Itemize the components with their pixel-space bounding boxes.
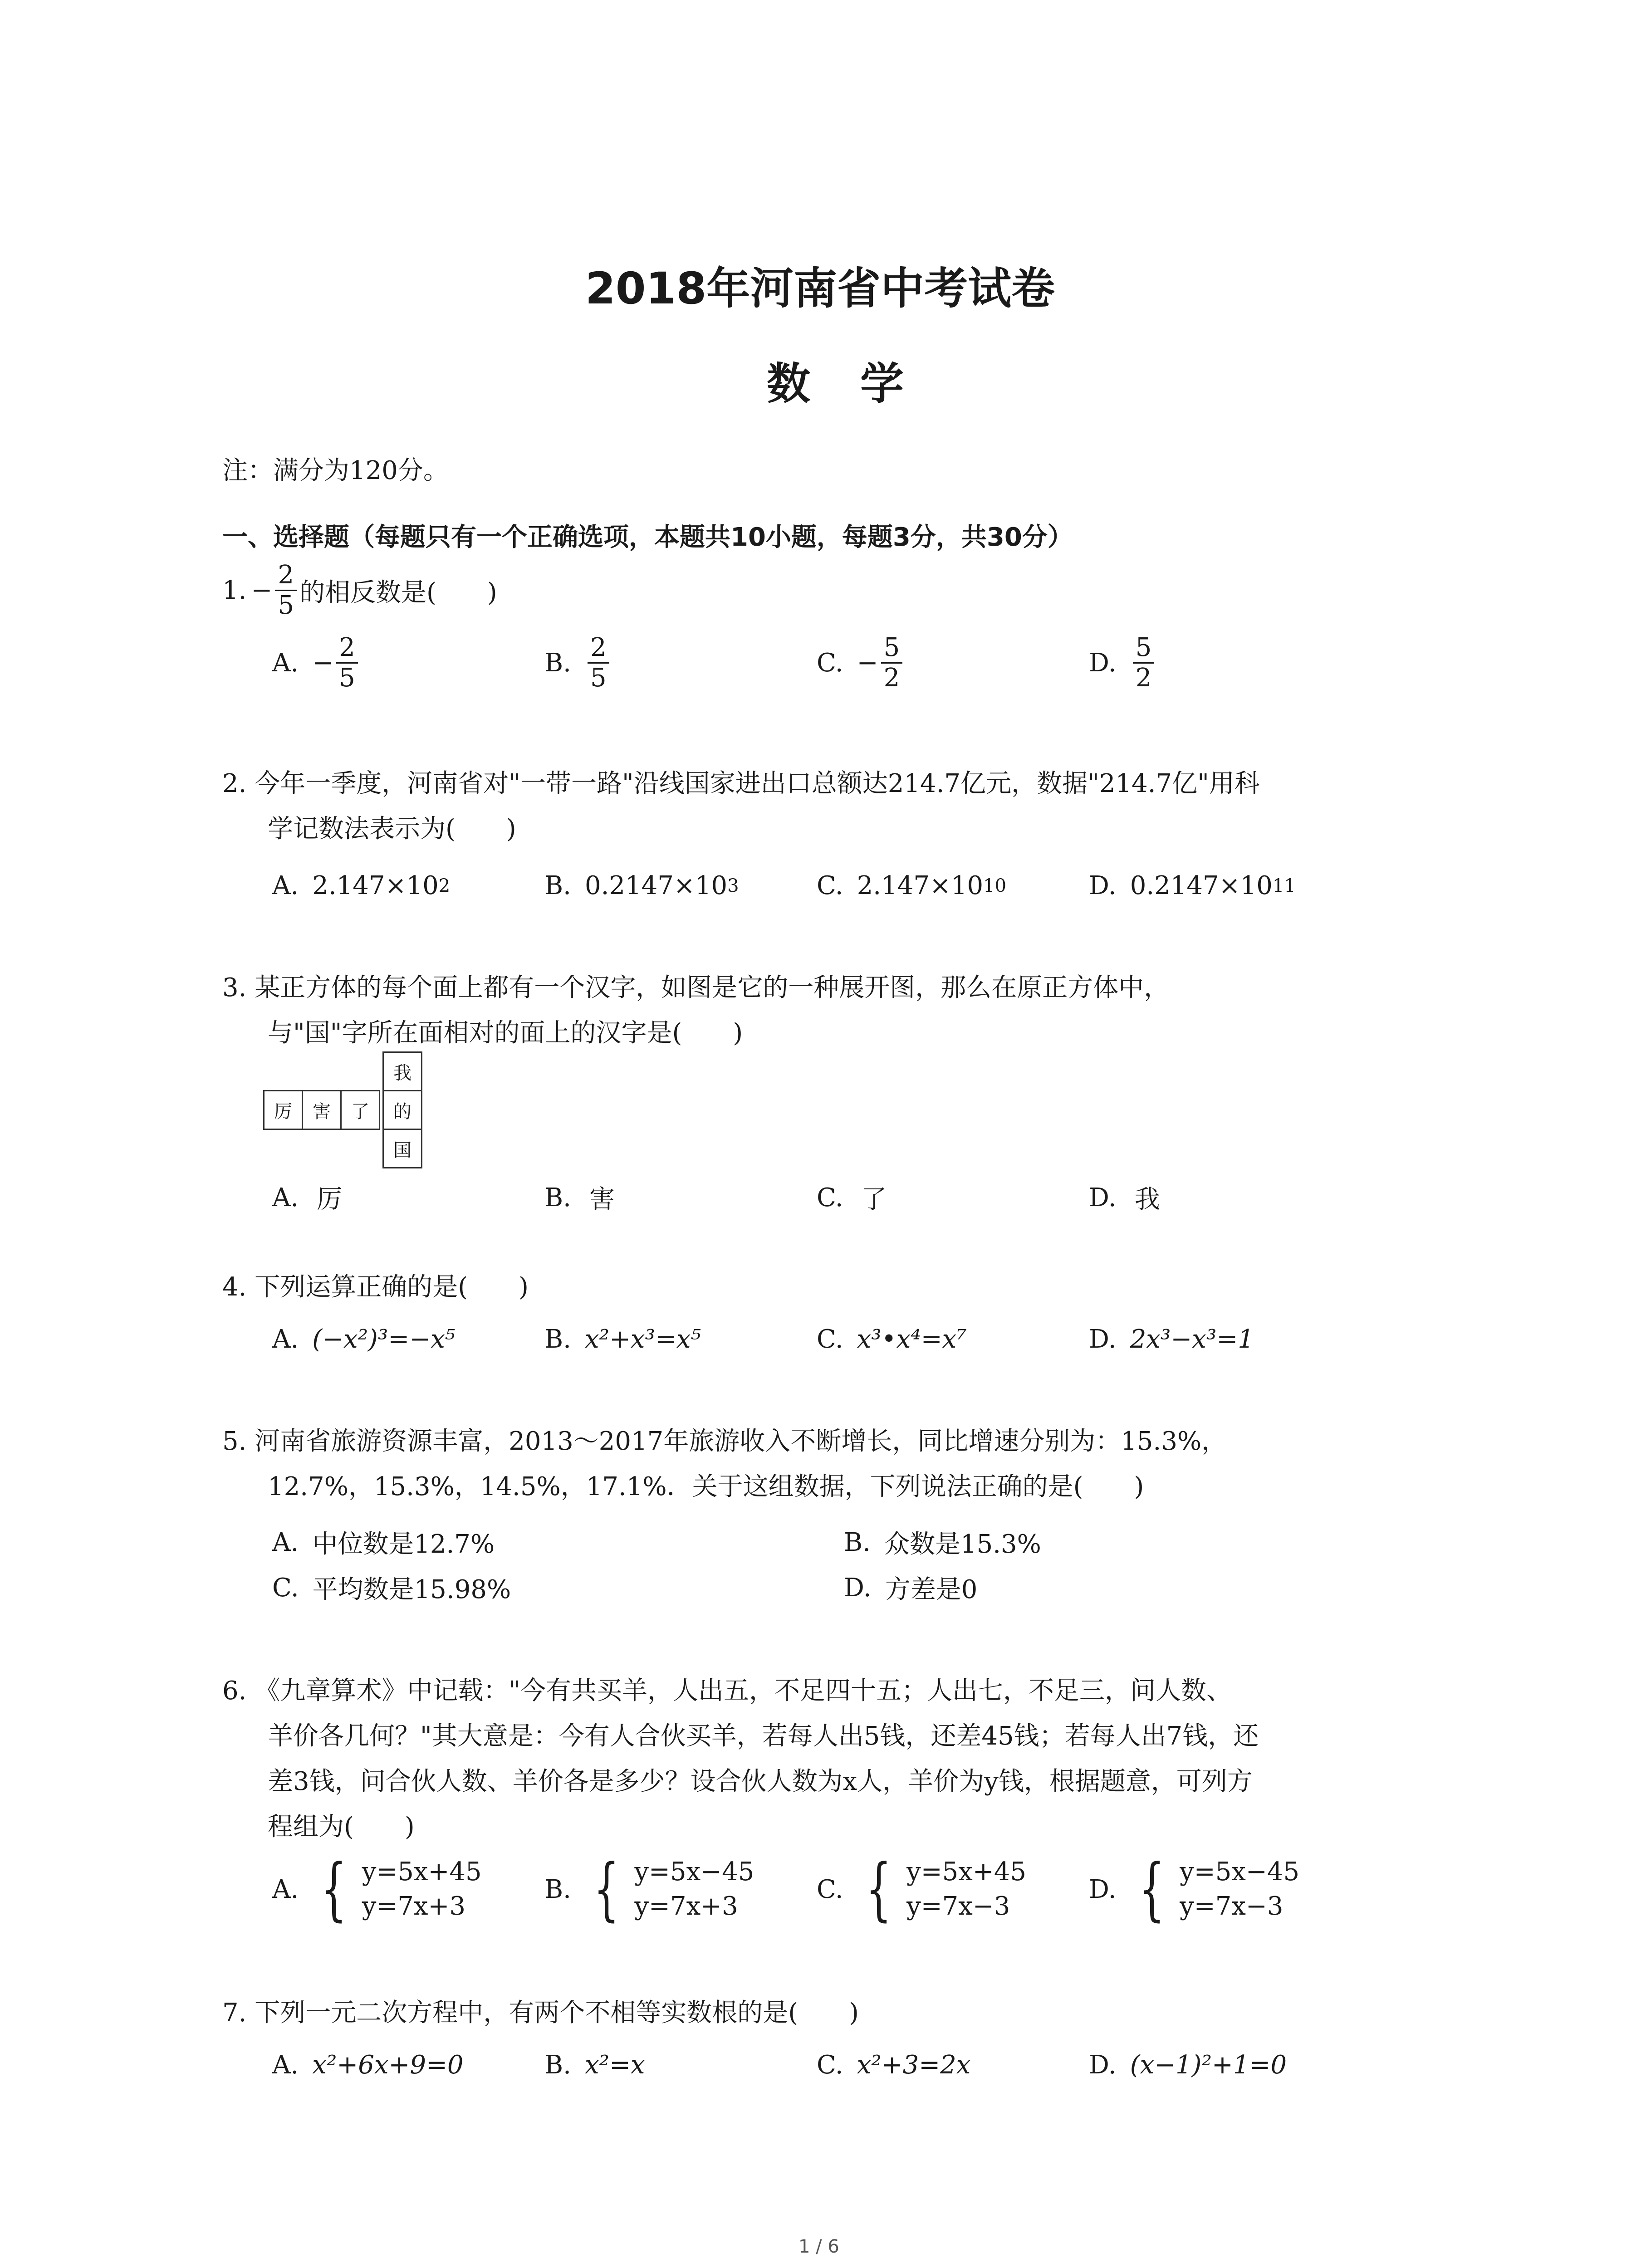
fraction xyxy=(881,635,903,691)
equation: y=5x+45 xyxy=(906,1857,1027,1887)
option-a xyxy=(272,1524,495,1560)
section-heading: 一、选择题（每题只有一个正确选项，本题共10小题，每题3分，共30分） xyxy=(222,523,1073,552)
option-b xyxy=(544,1850,754,1929)
fraction xyxy=(1133,635,1155,691)
option-a xyxy=(272,1179,342,1216)
exponent: 3 xyxy=(727,875,739,896)
option-value: x²+6x+9=0 xyxy=(312,2050,464,2080)
option-value: (−x²)³=−x⁵ xyxy=(312,1325,456,1354)
option-label: B. xyxy=(544,648,571,678)
option-label: C. xyxy=(817,871,843,900)
option-value: x²=x xyxy=(584,2050,645,2080)
equation: y=5x+45 xyxy=(362,1857,482,1887)
equation: y=5x−45 xyxy=(634,1857,754,1887)
option-c xyxy=(817,1850,1027,1929)
option-value: 害 xyxy=(589,1185,615,1214)
option-label: C. xyxy=(817,1874,843,1904)
question-7-line-1: 7. 下列一元二次方程中，有两个不相等实数根的是( ) xyxy=(222,1998,859,2028)
option-d xyxy=(1089,1325,1254,1354)
numerator: 2 xyxy=(336,635,358,664)
net-cell: 的 xyxy=(382,1090,422,1130)
denominator: 5 xyxy=(590,663,607,693)
exponent: 10 xyxy=(983,875,1007,896)
option-value: 0.2147×10 xyxy=(584,871,728,900)
option-c xyxy=(817,2050,970,2080)
option-label: A. xyxy=(272,1874,299,1904)
exponent: 11 xyxy=(1272,875,1296,896)
fraction xyxy=(275,562,297,618)
minus-sign: − xyxy=(312,648,334,678)
equation: y=5x−45 xyxy=(1180,1857,1300,1887)
option-label: D. xyxy=(1089,871,1117,900)
numerator: 5 xyxy=(881,635,903,664)
option-c xyxy=(817,871,1006,900)
option-b xyxy=(844,1524,1041,1560)
option-label: D. xyxy=(844,1573,872,1603)
option-value: 2.147×10 xyxy=(857,871,984,900)
net-cell: 害 xyxy=(302,1090,342,1130)
option-d xyxy=(844,1569,977,1606)
option-value: x²+x³=x⁵ xyxy=(584,1325,701,1354)
fraction xyxy=(588,635,609,691)
question-6-line-3: 差3钱，问合伙人数、羊价各是多少？设合伙人数为x人，羊价为y钱，根据题意，可列方 xyxy=(268,1767,1253,1796)
option-label: C. xyxy=(817,1325,843,1354)
option-value: 方差是0 xyxy=(885,1575,978,1604)
option-a xyxy=(272,1325,455,1354)
option-d xyxy=(1089,1850,1300,1929)
equation-system xyxy=(585,1850,754,1929)
numerator: 2 xyxy=(588,635,609,664)
equation: y=7x−3 xyxy=(906,1892,1010,1921)
question-text: 的相反数是( ) xyxy=(299,577,497,607)
option-value: 0.2147×10 xyxy=(1130,871,1273,900)
option-value: (x−1)²+1=0 xyxy=(1130,2050,1287,2080)
option-label: C. xyxy=(817,2050,843,2080)
option-label: A. xyxy=(272,1325,299,1354)
option-value: 了 xyxy=(861,1185,887,1214)
option-c xyxy=(817,635,905,691)
option-label: D. xyxy=(1089,1183,1117,1212)
question-3-line-2: 与"国"字所在面相对的面上的汉字是( ) xyxy=(268,1018,743,1048)
question-1 xyxy=(222,562,497,618)
option-label: C. xyxy=(817,1183,843,1212)
brace-icon: { xyxy=(1138,1850,1165,1929)
equation-system xyxy=(857,1850,1027,1929)
denominator: 2 xyxy=(883,663,900,693)
option-value: 中位数是12.7% xyxy=(312,1530,495,1559)
equation-system xyxy=(312,1850,482,1929)
option-a xyxy=(272,871,450,900)
equation: y=7x+3 xyxy=(634,1892,738,1921)
option-c xyxy=(817,1325,967,1354)
option-label: B. xyxy=(544,1325,571,1354)
denominator: 5 xyxy=(339,663,355,693)
subject-title: 数学 xyxy=(767,358,954,409)
option-d xyxy=(1089,2050,1287,2080)
option-b xyxy=(544,871,739,900)
denominator: 5 xyxy=(278,591,294,620)
option-label: B. xyxy=(544,1183,571,1212)
denominator: 2 xyxy=(1135,663,1152,693)
question-number: 1. xyxy=(222,576,247,605)
option-label: B. xyxy=(844,1527,871,1557)
question-6-line-1: 6. 《九章算术》中记载："今有共买羊，人出五，不足四十五；人出七，不足三，问人数、 xyxy=(222,1676,1232,1706)
question-6-line-2: 羊价各几何？"其大意是：今有人合伙买羊，若每人出5钱，还差45钱；若每人出7钱，还 xyxy=(268,1721,1259,1751)
minus-sign: − xyxy=(251,576,273,605)
option-label: B. xyxy=(544,2050,571,2080)
option-label: B. xyxy=(544,1874,571,1904)
option-c xyxy=(817,1179,887,1216)
numerator: 2 xyxy=(275,562,297,591)
page-title: 2018年河南省中考试卷 xyxy=(585,263,1055,314)
question-5-line-2: 12.7%，15.3%，14.5%，17.1%．关于这组数据，下列说法正确的是( ) xyxy=(268,1472,1144,1501)
page-number: 1 / 6 xyxy=(798,2236,839,2257)
option-value: 我 xyxy=(1134,1185,1160,1214)
net-cell: 国 xyxy=(382,1129,422,1168)
numerator: 5 xyxy=(1133,635,1155,664)
option-label: B. xyxy=(544,871,571,900)
equation: y=7x+3 xyxy=(362,1892,466,1921)
question-6-line-4: 程组为( ) xyxy=(268,1812,415,1842)
net-cell: 厉 xyxy=(263,1090,303,1130)
option-b xyxy=(544,1325,701,1354)
equation: y=7x−3 xyxy=(1180,1892,1283,1921)
option-b xyxy=(544,1179,615,1216)
option-label: C. xyxy=(817,648,843,678)
option-label: C. xyxy=(272,1573,299,1603)
option-d xyxy=(1089,871,1296,900)
option-value: 2x³−x³=1 xyxy=(1130,1325,1254,1354)
exponent: 2 xyxy=(438,875,451,896)
fraction xyxy=(336,635,358,691)
net-cell: 了 xyxy=(340,1090,380,1130)
brace-icon: { xyxy=(321,1850,347,1929)
option-label: A. xyxy=(272,1183,299,1212)
option-a xyxy=(272,635,361,691)
question-4-line-1: 4. 下列运算正确的是( ) xyxy=(222,1272,529,1302)
option-d xyxy=(1089,1179,1160,1216)
brace-icon: { xyxy=(865,1850,892,1929)
option-label: D. xyxy=(1089,2050,1117,2080)
option-label: A. xyxy=(272,648,299,678)
option-label: A. xyxy=(272,1527,299,1557)
brace-icon: { xyxy=(593,1850,620,1929)
option-a xyxy=(272,1850,482,1929)
cube-net-figure xyxy=(263,1051,426,1174)
option-value: 众数是15.3% xyxy=(884,1530,1041,1559)
option-value: 平均数是15.98% xyxy=(312,1575,511,1604)
option-a xyxy=(272,2050,464,2080)
option-value: x³•x⁴=x⁷ xyxy=(857,1325,967,1354)
option-b xyxy=(544,2050,645,2080)
minus-sign: − xyxy=(857,648,878,678)
option-label: D. xyxy=(1089,1325,1117,1354)
option-value: x²+3=2x xyxy=(857,2050,971,2080)
option-label: A. xyxy=(272,871,299,900)
option-label: D. xyxy=(1089,648,1117,678)
option-d xyxy=(1089,635,1157,691)
question-5-line-1: 5. 河南省旅游资源丰富，2013～2017年旅游收入不断增长，同比增速分别为：15.3%， xyxy=(222,1427,1227,1456)
net-cell: 我 xyxy=(382,1051,422,1091)
question-2-line-1: 2. 今年一季度，河南省对"一带一路"沿线国家进出口总额达214.7亿元，数据"214.7亿"用科 xyxy=(222,769,1260,798)
question-2-line-2: 学记数法表示为( ) xyxy=(268,814,516,844)
option-label: D. xyxy=(1089,1874,1117,1904)
question-3-line-1: 3. 某正方体的每个面上都有一个汉字，如图是它的一种展开图，那么在原正方体中， xyxy=(222,973,1170,1002)
option-label: A. xyxy=(272,2050,299,2080)
score-note: 注：满分为120分。 xyxy=(222,456,449,485)
option-c xyxy=(272,1569,511,1606)
option-value: 厉 xyxy=(317,1185,343,1214)
option-b xyxy=(544,635,612,691)
equation-system xyxy=(1130,1850,1300,1929)
option-value: 2.147×10 xyxy=(312,871,439,900)
